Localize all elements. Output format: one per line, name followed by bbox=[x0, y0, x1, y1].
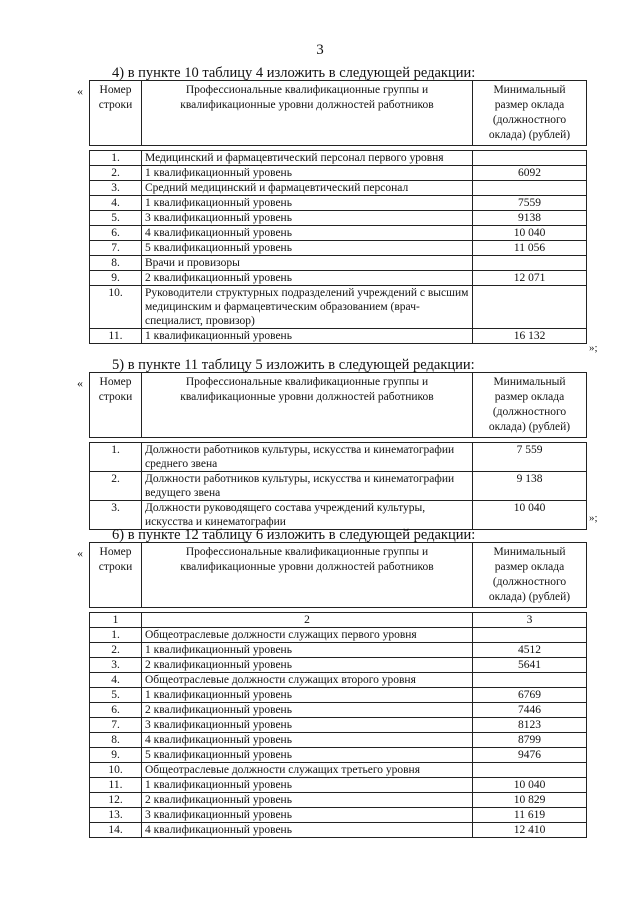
row-value bbox=[473, 286, 587, 329]
row-name: 5 квалификационный уровень bbox=[142, 241, 473, 256]
table-row bbox=[90, 628, 587, 643]
row-name: 2 квалификационный уровень bbox=[142, 271, 473, 286]
row-name: Средний медицинский и фармацевтический персонал bbox=[142, 181, 473, 196]
row-value: 10 829 bbox=[473, 793, 587, 808]
row-name: 1 квалификационный уровень bbox=[142, 643, 473, 658]
row-number: 6. bbox=[90, 703, 142, 718]
row-value: 8123 bbox=[473, 718, 587, 733]
row-number: 2. bbox=[90, 472, 142, 501]
row-number: 4. bbox=[90, 673, 142, 688]
row-value: 12 410 bbox=[473, 823, 587, 838]
table-header bbox=[90, 543, 587, 608]
row-number: 2. bbox=[90, 166, 142, 181]
row-number: 3. bbox=[90, 181, 142, 196]
table-row bbox=[90, 241, 587, 256]
row-name: 1 квалификационный уровень bbox=[142, 196, 473, 211]
row-number: 3. bbox=[90, 501, 142, 530]
row-number: 5. bbox=[90, 688, 142, 703]
table-6 bbox=[89, 542, 587, 838]
row-name: 4 квалификационный уровень bbox=[142, 823, 473, 838]
column-number: 1 bbox=[90, 613, 142, 628]
table-row bbox=[90, 673, 587, 688]
row-value bbox=[473, 181, 587, 196]
row-number: 10. bbox=[90, 286, 142, 329]
col-header-name: Профессиональные квалификационные группы и квалификационные уровни должностей работников bbox=[142, 81, 473, 146]
col-header-number: Номер строки bbox=[90, 373, 142, 438]
row-name: Должности работников культуры, искусства и кинематографии ведущего звена bbox=[142, 472, 473, 501]
row-number: 8. bbox=[90, 256, 142, 271]
row-name: 4 квалификационный уровень bbox=[142, 733, 473, 748]
row-value bbox=[473, 256, 587, 271]
open-quote: « bbox=[77, 546, 83, 560]
section-5-heading: 5) в пункте 11 таблицу 5 изложить в следующей редакции: bbox=[112, 357, 475, 373]
row-number: 11. bbox=[90, 329, 142, 344]
table-row bbox=[90, 472, 587, 501]
close-mark: »; bbox=[589, 342, 598, 354]
table-header bbox=[90, 373, 587, 438]
table-header bbox=[90, 81, 587, 146]
row-name: Общеотраслевые должности служащих третьего уровня bbox=[142, 763, 473, 778]
row-value bbox=[473, 673, 587, 688]
row-name: 2 квалификационный уровень bbox=[142, 703, 473, 718]
row-name: Медицинский и фармацевтический персонал первого уровня bbox=[142, 151, 473, 166]
col-header-salary: Минимальный размер оклада (должностного оклада) (рублей) bbox=[473, 373, 587, 438]
row-name: 2 квалификационный уровень bbox=[142, 793, 473, 808]
row-value: 7446 bbox=[473, 703, 587, 718]
table-row bbox=[90, 778, 587, 793]
col-header-salary: Минимальный размер оклада (должностного оклада) (рублей) bbox=[473, 543, 587, 608]
row-name: 5 квалификационный уровень bbox=[142, 748, 473, 763]
row-number: 2. bbox=[90, 643, 142, 658]
row-name: 1 квалификационный уровень bbox=[142, 778, 473, 793]
row-value: 11 056 bbox=[473, 241, 587, 256]
row-value: 7559 bbox=[473, 196, 587, 211]
row-name: 3 квалификационный уровень bbox=[142, 808, 473, 823]
row-value: 10 040 bbox=[473, 778, 587, 793]
row-value: 10 040 bbox=[473, 226, 587, 241]
row-value: 4512 bbox=[473, 643, 587, 658]
table-5 bbox=[89, 372, 587, 530]
table-row bbox=[90, 286, 587, 329]
row-name: 3 квалификационный уровень bbox=[142, 718, 473, 733]
col-header-number: Номер строки bbox=[90, 81, 142, 146]
row-value: 9476 bbox=[473, 748, 587, 763]
row-number: 7. bbox=[90, 241, 142, 256]
table-row bbox=[90, 793, 587, 808]
row-number: 4. bbox=[90, 196, 142, 211]
row-name: 1 квалификационный уровень bbox=[142, 166, 473, 181]
row-value: 10 040 bbox=[473, 501, 587, 530]
row-value: 8799 bbox=[473, 733, 587, 748]
open-quote: « bbox=[77, 84, 83, 98]
table-row bbox=[90, 166, 587, 181]
row-number: 3. bbox=[90, 658, 142, 673]
table-row bbox=[90, 211, 587, 226]
row-value: 12 071 bbox=[473, 271, 587, 286]
row-name: Общеотраслевые должности служащих первого уровня bbox=[142, 628, 473, 643]
row-number: 1. bbox=[90, 443, 142, 472]
col-header-name: Профессиональные квалификационные группы и квалификационные уровни должностей работников bbox=[142, 373, 473, 438]
table-row bbox=[90, 658, 587, 673]
row-number: 6. bbox=[90, 226, 142, 241]
row-number: 9. bbox=[90, 748, 142, 763]
table-row bbox=[90, 151, 587, 166]
row-value bbox=[473, 151, 587, 166]
row-name: Общеотраслевые должности служащих второго уровня bbox=[142, 673, 473, 688]
page-number: 3 bbox=[316, 42, 324, 58]
table-row bbox=[90, 808, 587, 823]
section-6-heading: 6) в пункте 12 таблицу 6 изложить в следующей редакции: bbox=[112, 527, 476, 543]
column-number: 3 bbox=[473, 613, 587, 628]
table-row bbox=[90, 271, 587, 286]
row-value bbox=[473, 628, 587, 643]
row-number: 1. bbox=[90, 628, 142, 643]
row-number: 13. bbox=[90, 808, 142, 823]
table-row bbox=[90, 643, 587, 658]
row-name: Должности руководящего состава учреждений культуры, искусства и кинематографии bbox=[142, 501, 473, 530]
table-4 bbox=[89, 80, 587, 344]
row-name: 2 квалификационный уровень bbox=[142, 658, 473, 673]
open-quote: « bbox=[77, 376, 83, 390]
table-row bbox=[90, 181, 587, 196]
row-value: 9 138 bbox=[473, 472, 587, 501]
column-numbers-row bbox=[90, 613, 587, 628]
row-number: 11. bbox=[90, 778, 142, 793]
table-row bbox=[90, 501, 587, 530]
row-value: 5641 bbox=[473, 658, 587, 673]
row-name: 1 квалификационный уровень bbox=[142, 688, 473, 703]
row-number: 9. bbox=[90, 271, 142, 286]
row-value: 9138 bbox=[473, 211, 587, 226]
table-row bbox=[90, 226, 587, 241]
col-header-name: Профессиональные квалификационные группы и квалификационные уровни должностей работников bbox=[142, 543, 473, 608]
row-number: 12. bbox=[90, 793, 142, 808]
row-value bbox=[473, 763, 587, 778]
row-number: 8. bbox=[90, 733, 142, 748]
row-value: 6092 bbox=[473, 166, 587, 181]
table-row bbox=[90, 823, 587, 838]
row-value: 16 132 bbox=[473, 329, 587, 344]
table-row bbox=[90, 196, 587, 211]
table-row bbox=[90, 688, 587, 703]
row-name: Врачи и провизоры bbox=[142, 256, 473, 271]
table-row bbox=[90, 256, 587, 271]
table-row bbox=[90, 443, 587, 472]
row-name: Руководители структурных подразделений учреждений с высшим медицинским и фармацевтическим образованием (врач-специалист, провизор) bbox=[142, 286, 473, 329]
col-header-salary: Минимальный размер оклада (должностного оклада) (рублей) bbox=[473, 81, 587, 146]
table-row bbox=[90, 329, 587, 344]
row-number: 14. bbox=[90, 823, 142, 838]
row-value: 6769 bbox=[473, 688, 587, 703]
row-number: 5. bbox=[90, 211, 142, 226]
col-header-number: Номер строки bbox=[90, 543, 142, 608]
row-number: 10. bbox=[90, 763, 142, 778]
row-value: 11 619 bbox=[473, 808, 587, 823]
row-number: 1. bbox=[90, 151, 142, 166]
section-4-heading: 4) в пункте 10 таблицу 4 изложить в следующей редакции: bbox=[112, 65, 476, 81]
table-row bbox=[90, 763, 587, 778]
row-number: 7. bbox=[90, 718, 142, 733]
row-name: 3 квалификационный уровень bbox=[142, 211, 473, 226]
close-mark: »; bbox=[589, 512, 598, 524]
column-number: 2 bbox=[142, 613, 473, 628]
table-row bbox=[90, 718, 587, 733]
row-name: 4 квалификационный уровень bbox=[142, 226, 473, 241]
row-value: 7 559 bbox=[473, 443, 587, 472]
table-row bbox=[90, 703, 587, 718]
row-name: 1 квалификационный уровень bbox=[142, 329, 473, 344]
table-row bbox=[90, 733, 587, 748]
table-row bbox=[90, 748, 587, 763]
row-name: Должности работников культуры, искусства и кинематографии среднего звена bbox=[142, 443, 473, 472]
